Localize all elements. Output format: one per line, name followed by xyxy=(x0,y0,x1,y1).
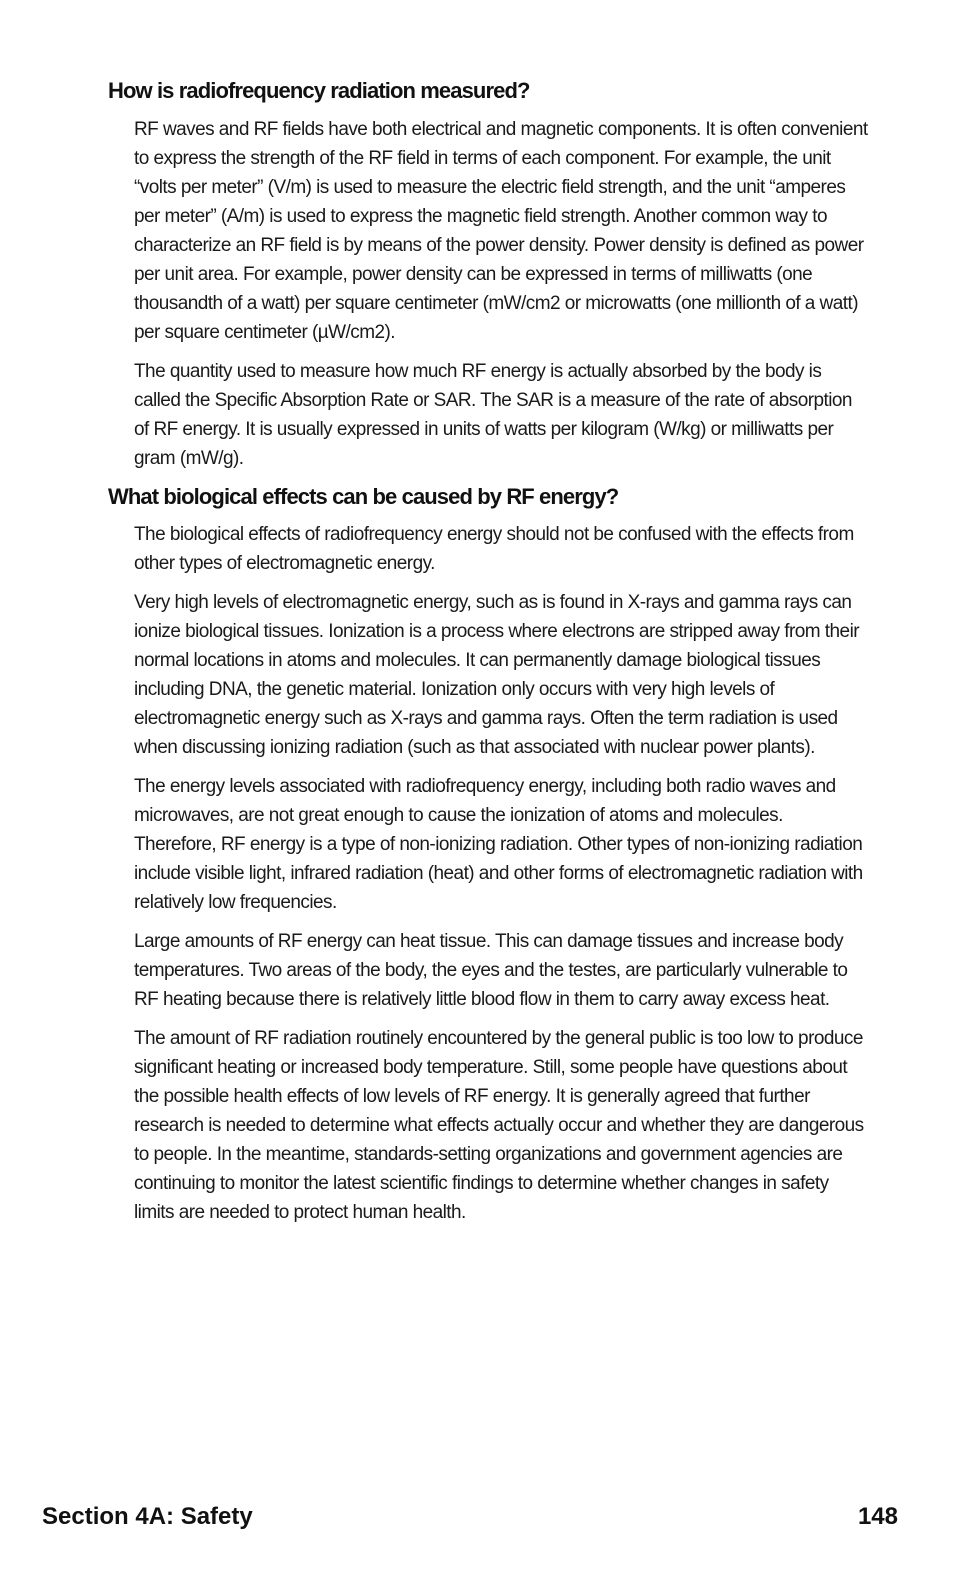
paragraph: Very high levels of electromagnetic energy, such as is found in X-rays and gamma rays can ionize biological tissues. Ionization is a process where electrons are stripped away from their normal locations in atoms and molecules. It can permanently damage biological tissues including DNA, the genetic material. Ionization only occurs with very high levels of electromagnetic energy such as X-rays and gamma rays. Often the term radiation is used when discussing ionizing radiation (such as that associated with nuclear power plants). xyxy=(134,592,860,758)
section-heading: How is radiofrequency radiation measured? xyxy=(108,78,530,103)
section-biological-effects xyxy=(108,482,868,1227)
paragraph: RF waves and RF fields have both electrical and magnetic components. It is often convenient to express the strength of the RF field in terms of each component. For example, the unit “volts per meter” (V/m) is used to measure the electric field strength, and the unit “amperes per meter” (A/m) is used to express the magnetic field strength. Another common way to characterize an RF field is by means of the power density. Power density is defined as power per unit area. For example, power density can be expressed in terms of milliwatts (one thousandth of a watt) per square centimeter (mW/cm2 or microwatts (one millionth of a watt) per square centimeter (µW/cm2). xyxy=(134,119,868,343)
page-content xyxy=(108,76,868,1227)
paragraph: The biological effects of radiofrequency energy should not be confused with the effects from other types of electromagnetic energy. xyxy=(134,524,854,574)
footer-section-label: Section 4A: Safety xyxy=(42,1503,253,1530)
page-footer xyxy=(42,1500,898,1534)
footer-page-number: 148 xyxy=(857,1503,898,1530)
paragraph: The quantity used to measure how much RF energy is actually absorbed by the body is called the Specific Absorption Rate or SAR. The SAR is a measure of the rate of absorption of RF energy. It is usually expressed in units of watts per kilogram (W/kg) or milliwatts per gram (mW/g). xyxy=(134,361,852,469)
section-body xyxy=(134,115,868,473)
paragraph: The energy levels associated with radiofrequency energy, including both radio waves and microwaves, are not great enough to cause the ionization of atoms and molecules. Therefore, RF energy is a type of non-ionizing radiation. Other types of non-ionizing radiation include visible light, infrared radiation (heat) and other forms of electromagnetic radiation with relatively low frequencies. xyxy=(134,776,863,913)
paragraph: The amount of RF radiation routinely encountered by the general public is too low to produce significant heating or increased body temperature. Still, some people have questions about the possible health effects of low levels of RF energy. It is generally agreed that further research is needed to determine what effects actually occur and whether they are dangerous to people. In the meantime, standards-setting organizations and government agencies are continuing to monitor the latest scientific findings to determine whether changes in safety limits are needed to protect human health. xyxy=(134,1028,864,1223)
section-rf-measurement xyxy=(108,76,868,473)
section-heading: What biological effects can be caused by RF energy? xyxy=(108,484,619,509)
paragraph: Large amounts of RF energy can heat tissue. This can damage tissues and increase body temperatures. Two areas of the body, the eyes and the testes, are particularly vulnerable to RF heating because there is relatively little blood flow in them to carry away excess heat. xyxy=(134,931,848,1010)
section-body xyxy=(134,520,868,1227)
